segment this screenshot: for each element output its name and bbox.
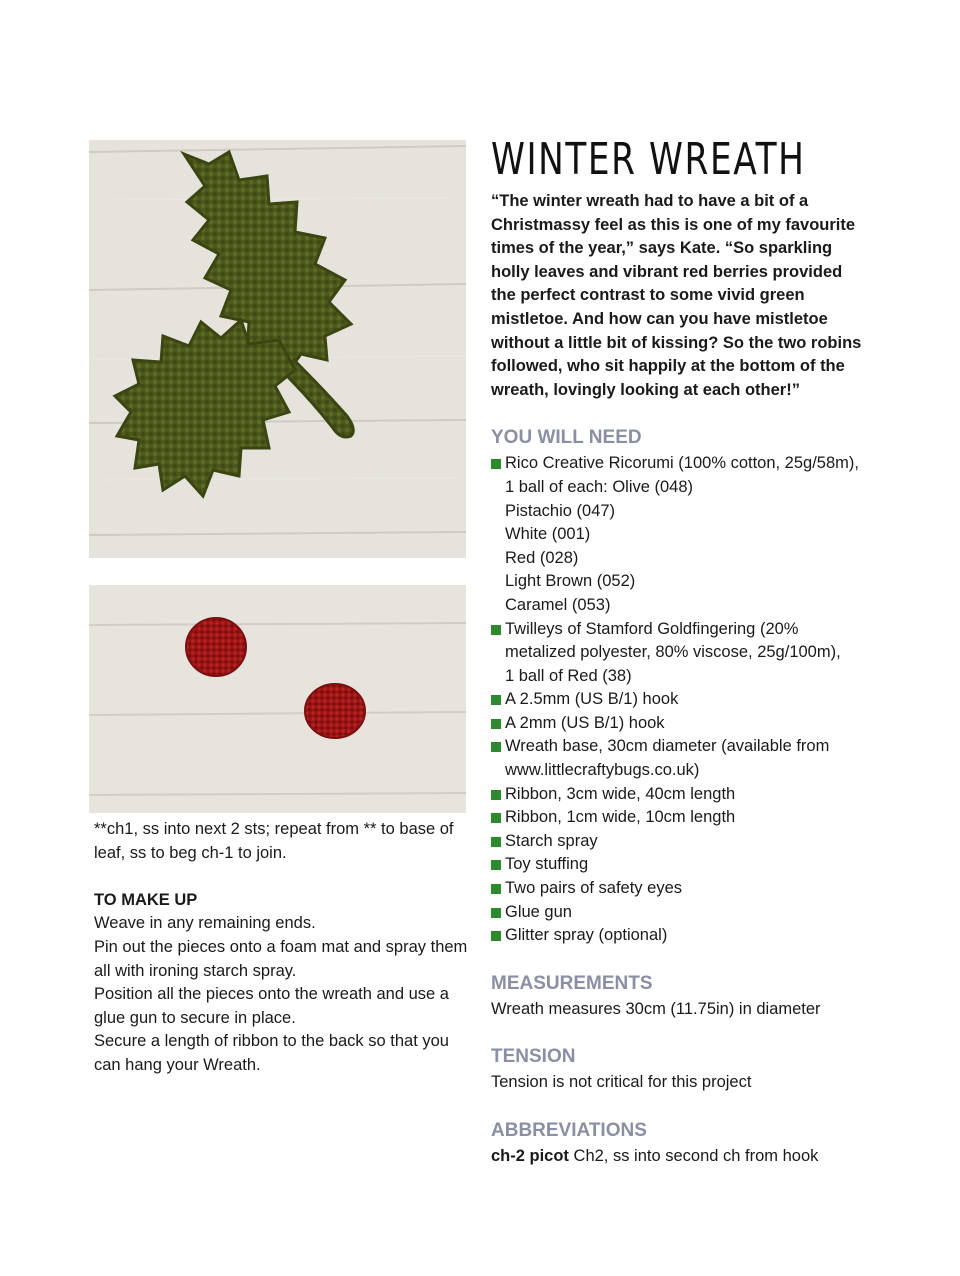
- holly-berries-photo: [89, 585, 466, 813]
- materials-list-item: 1 ball of Red (38): [505, 666, 632, 685]
- page-title: WINTER WREATH: [491, 134, 806, 185]
- materials-list-item: White (001): [505, 525, 591, 544]
- right-column: [491, 134, 871, 1169]
- materials-list-item: metalized polyester, 80% viscose, 25g/100m),: [505, 643, 841, 662]
- materials-list-item: Caramel (053): [505, 595, 611, 614]
- holly-leaves-photo: [89, 140, 466, 558]
- materials-list-item: Glitter spray (optional): [491, 924, 871, 948]
- materials-list-item: Starch spray: [491, 830, 871, 854]
- abbreviation-definition: Ch2, ss into second ch from hook: [568, 1147, 819, 1165]
- tension-text: Tension is not critical for this project: [491, 1073, 752, 1092]
- materials-list-item: www.littlecraftybugs.co.uk): [505, 761, 700, 780]
- materials-list-item: Glue gun: [491, 901, 871, 925]
- materials-list-item: Pistachio (047): [505, 501, 616, 520]
- abbreviations-section: [491, 1119, 871, 1169]
- make-up-line: Position all the pieces onto the wreath and use a glue gun to secure in place.: [94, 985, 449, 1027]
- materials-list-item: A 2.5mm (US B/1) hook: [491, 688, 871, 712]
- materials-list-item: Toy stuffing: [491, 853, 871, 877]
- materials-list: [491, 452, 871, 947]
- holly-berries-image: [89, 585, 466, 813]
- to-make-up-heading: TO MAKE UP: [94, 890, 198, 909]
- materials-list-item: Wreath base, 30cm diameter (available from: [491, 735, 871, 759]
- materials-list-item: Rico Creative Ricorumi (100% cotton, 25g/58m),: [491, 452, 871, 476]
- measurements-section: [491, 972, 871, 1022]
- measurements-heading: MEASUREMENTS: [491, 972, 653, 994]
- materials-list-item: Red (028): [505, 548, 579, 567]
- materials-list-item: Two pairs of safety eyes: [491, 877, 871, 901]
- make-up-line: Weave in any remaining ends.: [94, 914, 316, 933]
- materials-list-item: Ribbon, 3cm wide, 40cm length: [491, 783, 871, 807]
- materials-list-item: Light Brown (052): [505, 572, 636, 591]
- abbreviation-term: ch-2 picot: [491, 1147, 569, 1165]
- you-will-need-heading: YOU WILL NEED: [491, 427, 642, 449]
- pattern-continued-text: **ch1, ss into next 2 sts; repeat from ** to base of leaf, ss to beg ch-1 to join.: [94, 820, 454, 862]
- make-up-line: Secure a length of ribbon to the back so that you can hang your Wreath.: [94, 1032, 449, 1074]
- materials-list-item: Twilleys of Stamford Goldfingering (20%: [491, 618, 871, 642]
- materials-list-item: Ribbon, 1cm wide, 10cm length: [491, 806, 871, 830]
- materials-list-item: A 2mm (US B/1) hook: [491, 712, 871, 736]
- tension-section: [491, 1045, 871, 1095]
- tension-heading: TENSION: [491, 1046, 576, 1068]
- abbreviation-entry: [491, 1145, 871, 1169]
- measurements-text: Wreath measures 30cm (11.75in) in diameter: [491, 999, 821, 1018]
- intro-quote: “The winter wreath had to have a bit of a Christmassy feel as this is one of my favourite times of the year,” says Kate. “So sparkling holly leaves and vibrant red berries provided the perfect contrast to some vivid green mistletoe. And how can you have mistletoe without a little bit of kissing? So the two robins followed, who sit happily at the bottom of the wreath, lovingly looking at each other!”: [491, 192, 862, 399]
- make-up-line: Pin out the pieces onto a foam mat and spray them all with ironing starch spray.: [94, 937, 468, 980]
- materials-list-item: 1 ball of each: Olive (048): [505, 477, 694, 496]
- abbreviations-heading: ABBREVIATIONS: [491, 1120, 647, 1141]
- holly-leaves-image: [89, 140, 466, 558]
- left-column: [94, 818, 474, 1078]
